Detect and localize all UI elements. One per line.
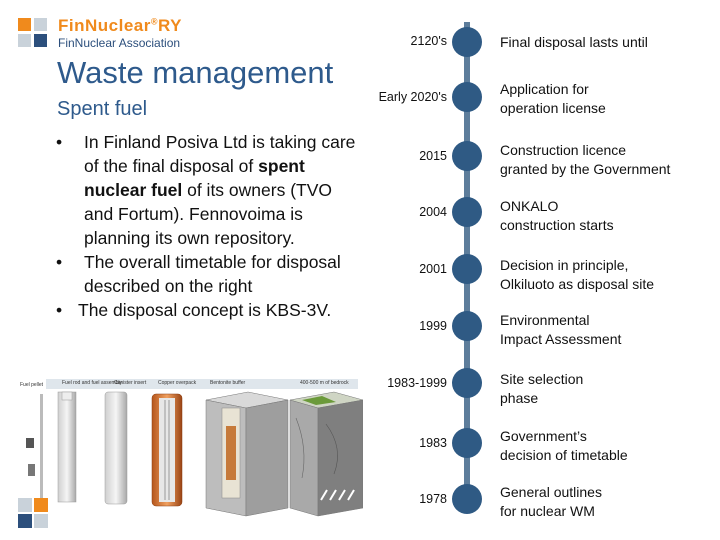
timeline-dot	[452, 197, 482, 227]
bullet-list	[56, 130, 361, 322]
logo-association: FinNuclear Association	[58, 36, 181, 50]
diagram-label: Canister insert	[114, 380, 147, 386]
timeline-description: Government’s decision of timetable	[500, 428, 628, 463]
timeline-dot	[452, 141, 482, 171]
timeline-year: Early 2020's	[378, 90, 447, 104]
timeline-year: 1978	[419, 492, 447, 506]
timeline-description: Final disposal lasts until	[500, 34, 648, 50]
page-subtitle: Spent fuel	[57, 98, 148, 120]
page-title: Waste management	[57, 55, 334, 90]
logo-mark-icon	[18, 18, 48, 48]
timeline-year: 1983-1999	[387, 376, 447, 390]
bullet-item: • In Finland Posiva Ltd is taking care of the final disposal of spent nuclear fuel of its owners (TVO and Fortum). Fennovoima is planning its own repository.	[56, 130, 361, 250]
timeline-dot	[452, 254, 482, 284]
timeline-dot	[452, 428, 482, 458]
timeline-dot	[452, 368, 482, 398]
timeline-dot	[452, 82, 482, 112]
diagram-label: Bentonite buffer	[210, 380, 246, 386]
accent-squares	[18, 498, 48, 532]
timeline-year: 2004	[419, 205, 447, 219]
timeline-description: Environmental Impact Assessment	[500, 312, 622, 347]
timeline-description: Construction licence granted by the Government	[500, 142, 671, 177]
timeline-description: ONKALO construction starts	[500, 198, 614, 233]
timeline-dot	[452, 27, 482, 57]
timeline-description: Decision in principle, Olkiluoto as disposal site	[500, 257, 655, 292]
timeline-description: Site selection phase	[500, 371, 584, 406]
diagram-label: Copper overpack	[158, 380, 197, 386]
timeline-year: 2120's	[410, 34, 447, 48]
timeline-year: 2001	[419, 262, 447, 276]
timeline-year: 1983	[419, 436, 447, 450]
timeline-year: 1999	[419, 319, 447, 333]
diagram-label: 400-500 m of bedrock	[300, 380, 349, 386]
timeline-year: 2015	[419, 149, 447, 163]
bullet-item: • The disposal concept is KBS-3V.	[56, 298, 361, 322]
diagram-label: Fuel pellet	[20, 382, 44, 388]
timeline-dot	[452, 311, 482, 341]
kbs3v-diagram	[18, 378, 363, 518]
diagram-label: Fuel rod and fuel assembly	[62, 380, 123, 386]
timeline-description: Application for operation license	[500, 81, 606, 116]
timeline-dot	[452, 484, 482, 514]
bullet-item: • The overall timetable for disposal described on the right	[56, 250, 361, 298]
logo-brand: FinNuclear®RY	[58, 16, 182, 35]
timeline-description: General outlines for nuclear WM	[500, 484, 602, 519]
